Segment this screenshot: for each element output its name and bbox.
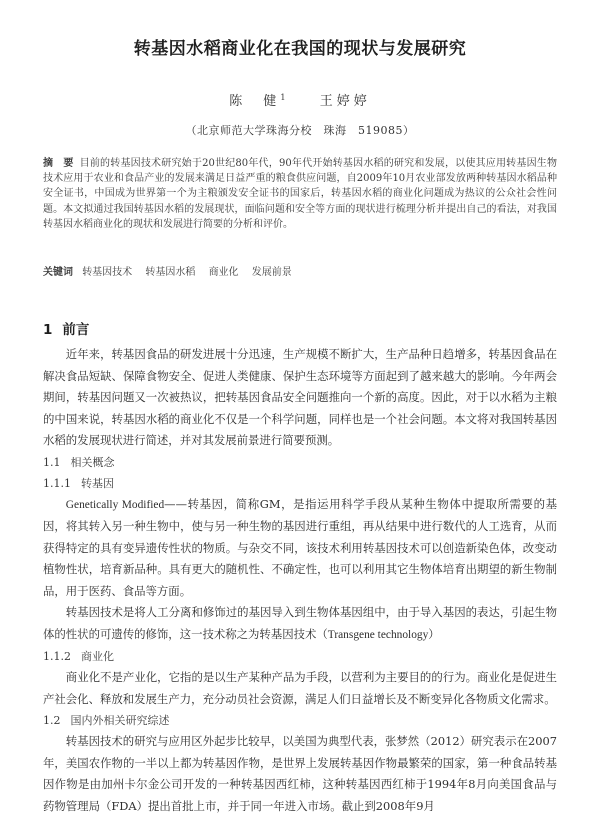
subsubsection-title: 商业化 xyxy=(81,650,114,663)
transgene-text: 转基因技术是将人工分离和修饰过的基因导入到生物体基因组中，由于导入基因的表达，引起生物体的性状的可遗传的修饰，这一技术称之为转基因技术（ xyxy=(43,605,557,641)
section-number: 1 xyxy=(43,322,53,338)
abstract-label: 摘 要 xyxy=(43,158,74,169)
affiliation: （北京师范大学珠海分校 珠海 519085） xyxy=(185,124,415,137)
author-name: 王婷婷 xyxy=(319,94,371,109)
intro-paragraph: 近年来，转基因食品的研发进展十分迅速，生产规模不断扩大，生产品种日趋增多，转基因食品在解决食品短缺、保障食物安全、促进人类健康、保护生态环境等方面起到了越来越大的影响。今年两会期间，转基因问题又一次被热议，把转基因食品安全问题推向一个新的高度。因此，对于以水稻为主粮的中国来说，转基因水稻的商业化不仅是一个科学问题，同样也是一个社会问题。本文将对我国转基因水稻的发展现状进行简述，并对其发展前景进行简要预测。 xyxy=(43,347,557,447)
subsection-title: 国内外相关研究综述 xyxy=(70,714,170,727)
keyword: 商业化 xyxy=(208,267,239,278)
keyword: 转基因水稻 xyxy=(145,267,196,278)
gm-term: Genetically Modified xyxy=(65,498,165,511)
subsubsection-heading xyxy=(43,473,557,494)
commercial-paragraph: 商业化不是产业化，它指的是以生产某种产品为手段，以营利为主要目的的行为。商业化是促进生产社会化、释放和发展生产力，充分动员社会资源，满足人们日益增长及不断变异化各物质文化需求。 xyxy=(43,670,557,706)
subsection-heading xyxy=(43,710,557,731)
subsubsection-number: 1.1.2 xyxy=(43,650,71,663)
section-title: 前言 xyxy=(62,322,90,338)
transgene-paragraph xyxy=(43,602,557,646)
keywords-label: 关键词 xyxy=(43,267,73,278)
subsection-number: 1.2 xyxy=(43,714,61,727)
section-body xyxy=(43,344,557,817)
subsubsection-title: 转基因 xyxy=(81,476,114,490)
transgene-close: ） xyxy=(428,626,440,641)
author-name: 陈 健 xyxy=(229,94,281,109)
keyword: 发展前景 xyxy=(251,267,292,278)
paper-title: 转基因水稻商业化在我国的现状与发展研究 xyxy=(133,39,467,59)
section-heading xyxy=(43,318,89,338)
subsection-title: 相关概念 xyxy=(70,455,115,469)
gm-paragraph xyxy=(43,494,557,603)
keywords xyxy=(43,265,557,280)
subsubsection-heading xyxy=(43,646,557,667)
abstract xyxy=(43,156,557,232)
transgene-term: Transgene technology xyxy=(327,628,429,641)
abstract-text: 目前的转基因技术研究始于20世纪80年代，90年代开始转基因水稻的研究和发展，以使其应用转基因生物技术应用于农业和食品产业的发展来满足日益严重的粮食供应问题，自2009年10月农业部发放两种转基因水稻品种安全证书，中国成为世界第一个为主粮颁发安全证书的国家后，转基因水稻的商业化问题成为热议的公众社会性问题。本文拟通过我国转基因水稻的发展现状，面临问题和安全等方面的现状进行梳理分析并提出自己的看法，对我国转基因水稻商业化的现状和发展进行简要的分析和评价。 xyxy=(43,158,557,230)
gm-text: ——转基因，简称GM，是指运用科学手段从某种生物体中提取所需要的基因，将其转入另一种生物中，使与另一种生物的基因进行重组，再从结果中进行数代的人工选育，从而获得特定的具有变异遗传性状的物质。与杂交不同，该技术利用转基因技术可以创造新染色体，改变动植物性状，培育新品种。具有更大的随机性、不确定性，也可以利用其它生物体培育出期望的新生物制品，用于医药、食品等方面。 xyxy=(43,496,557,598)
subsection-number: 1.1 xyxy=(43,455,61,469)
author-superscript: 1 xyxy=(280,93,286,102)
review-paragraph: 转基因技术的研究与应用区外起步比较早，以美国为典型代表，张梦然（2012）研究表示在2007年，美国农作物的一半以上都为转基因作物，是世界上发展转基因作物最繁荣的国家，第一种食品转基因作物是由加州卡尔金公司开发的一种转基因西红柿，这种转基因西红柿于1994年8月向美国食品与药物管理局（FDA）提出首批上市，并于同一年进入市场。截止到2008年9月 xyxy=(43,734,557,813)
subsection-heading xyxy=(43,452,557,473)
subsubsection-number: 1.1.1 xyxy=(43,476,71,490)
keyword: 转基因技术 xyxy=(82,267,133,278)
author-line xyxy=(0,90,600,109)
